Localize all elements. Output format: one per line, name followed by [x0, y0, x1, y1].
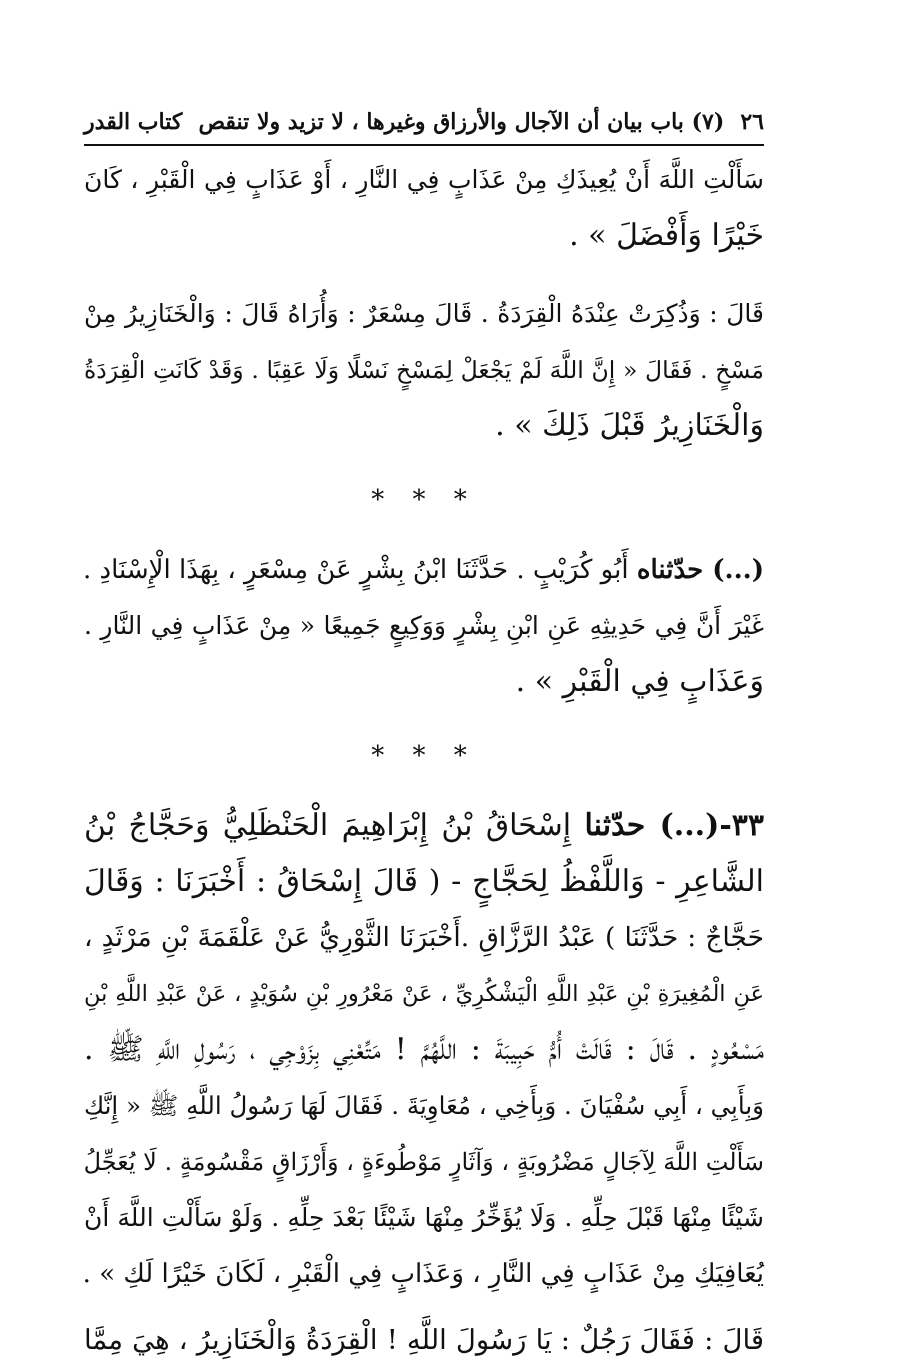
text-line: مَسْخٍ . فَقَالَ « إِنَّ اللَّهَ لَمْ يَجْعَلْ لِمَسْخٍ نَسْلًا وَلَا عَقِبًا . وَقَدْ كَانَتِ الْقِرَدَةُ [84, 356, 764, 384]
text-line: وَبِأَبِي ، أَبِي سُفْيَانَ . وَبِأَخِي ، مُعَاوِيَةَ . فَقَالَ لَهَا رَسُولُ اللَّهِ ﷺ « إِنَّكِ [83, 1091, 764, 1120]
section-separator: * * * [371, 741, 477, 771]
section-separator: * * * [371, 485, 477, 515]
text-line: وَالْخَنَازِيرُ قَبْلَ ذَلِكَ » . [495, 408, 764, 443]
text-line: مَسْعُودٍ . قَالَ : قَالَتْ أُمُّ حَبِيبَةَ : اللَّهُمَّ ! مَتِّعْنِي بِزَوْجِي ، رَسُولِ اللَّهِ ﷺ . [84, 1032, 764, 1067]
paragraph-qala [84, 286, 764, 454]
text-line: حَجَّاجٌ : حَدَّثَنَا ) عَبْدُ الرَّزَّاقِ .أَخْبَرَنَا الثَّوْرِيُّ عَنْ عَلْقَمَةَ بْنِ مَرْثَدٍ ، [84, 922, 764, 953]
hadith-paragraph-33 [84, 798, 764, 1302]
text-line: خَيْرًا وَأَفْضَلَ » . [569, 218, 764, 253]
text-line: قَالَ : فَقَالَ رَجُلٌ : يَا رَسُولَ اللَّهِ ! الْقِرَدَةُ وَالْخَنَازِيرُ ، هِيَ مِمَّا [84, 1324, 764, 1356]
text-segment: أَبُو كُرَيْبٍ . حَدَّثَنَا ابْنُ بِشْرٍ عَنْ مِسْعَرٍ ، بِهَذَا الْإِسْنَادِ . [83, 555, 629, 585]
text-line: قَالَ : وَذُكِرَتْ عِنْدَهُ الْقِرَدَةُ . قَالَ مِسْعَرٌ : وَأُرَاهُ قَالَ : وَالْخَنَازِيرُ مِنْ [84, 299, 764, 328]
hadith-lead: (...) حدّثناه [636, 555, 764, 585]
paragraph-continuation [84, 152, 764, 264]
text-line: الشَّاعِرِ - وَاللَّفْظُ لِحَجَّاجٍ - ( قَالَ إِسْحَاقُ : أَخْبَرَنَا : وَقَالَ [84, 864, 764, 899]
text-line [84, 798, 764, 854]
text-segment: إِسْحَاقُ بْنُ إِبْرَاهِيمَ الْحَنْظَلِيُّ وَحَجَّاجُ بْنُ [84, 808, 572, 843]
book-title: كتاب القدر [84, 109, 183, 135]
text-line: سَأَلْتِ اللَّهَ لِآجَالٍ مَضْرُوبَةٍ ، وَآثَارٍ مَوْطُوءَةٍ ، وَأَرْزَاقٍ مَقْسُومَةٍ . لَا يُعَجِّلُ [83, 1148, 764, 1176]
hadith-paragraph [84, 542, 764, 710]
paragraph-final [84, 1312, 764, 1368]
text-line: عَنِ الْمُغِيرَةِ بْنِ عَبْدِ اللَّهِ الْيَشْكُرِيِّ ، عَنْ مَعْرُورِ بْنِ سُوَيْدٍ ، عَنْ عَبْدِ اللَّهِ بْنِ [84, 981, 764, 1007]
text-line: يُعَافِيَكِ مِنْ عَذَابٍ فِي النَّارِ ، وَعَذَابٍ فِي الْقَبْرِ ، لَكَانَ خَيْرًا لَكِ » . [82, 1259, 764, 1289]
text-line: سَأَلْتِ اللَّهَ أَنْ يُعِيذَكِ مِنْ عَذَابٍ فِي النَّارِ ، أَوْ عَذَابٍ فِي الْقَبْرِ ، كَانَ [84, 165, 764, 194]
text-line [84, 542, 764, 598]
text-line: شَيْئًا مِنْهَا قَبْلَ حِلِّهِ . وَلَا يُؤَخِّرُ مِنْهَا شَيْئًا بَعْدَ حِلِّهِ . وَلَوْ سَأَلْتِ اللَّهَ أَنْ [84, 1203, 764, 1232]
running-head [84, 104, 764, 146]
book-page [84, 104, 764, 1368]
text-line: وَعَذَابٍ فِي الْقَبْرِ » . [515, 664, 764, 699]
hadith-number: ٣٣-(...) حدّثنا [584, 808, 765, 843]
page-number: ٢٦ [740, 109, 764, 135]
section-title: (٧) باب بيان أن الآجال والأرزاق وغيرها ، لا تزيد ولا تنقص [198, 109, 725, 135]
text-line: غَيْرَ أَنَّ فِي حَدِيثِهِ عَنِ ابْنِ بِشْرٍ وَوَكِيعٍ جَمِيعًا « مِنْ عَذَابٍ فِي النَّارِ . [84, 611, 764, 640]
